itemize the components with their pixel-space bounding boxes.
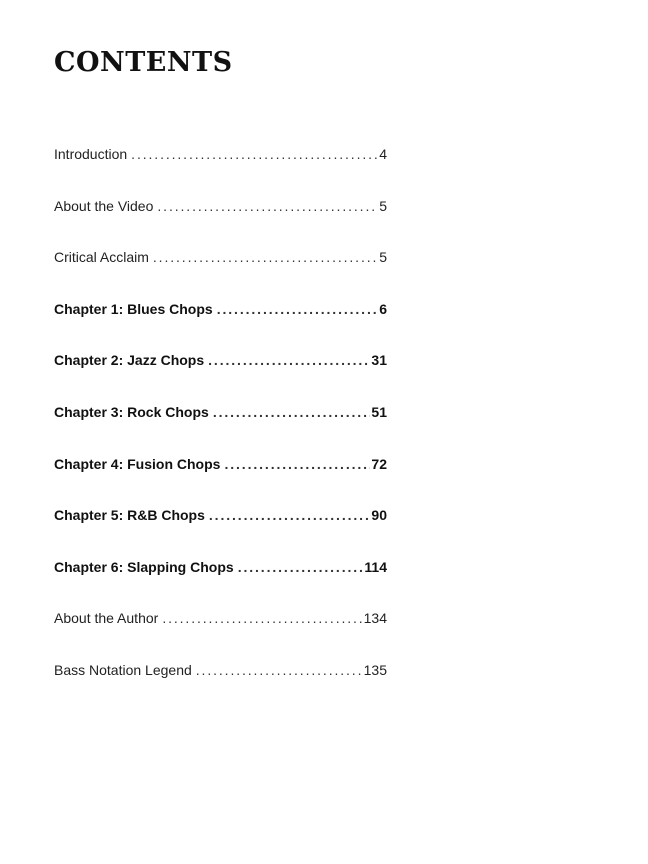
toc-entry[interactable] — [54, 606, 387, 658]
dot-leader — [153, 245, 378, 269]
toc-entry-title: Bass Notation Legend — [54, 661, 192, 678]
toc-entry-page-number: 5 — [379, 197, 387, 214]
toc-entry[interactable] — [54, 400, 387, 452]
toc-entry-page-number: 114 — [364, 558, 387, 575]
toc-entry-title: Chapter 5: R&B Chops — [54, 507, 205, 524]
dot-leader — [208, 348, 370, 372]
dot-leader — [196, 658, 363, 682]
toc-entry[interactable] — [54, 348, 387, 400]
toc-entry-page-number: 72 — [371, 455, 387, 472]
toc-entry-title: Chapter 4: Fusion Chops — [54, 455, 221, 472]
toc-entry[interactable] — [54, 297, 387, 349]
dot-leader — [209, 503, 371, 527]
toc-entry[interactable] — [54, 452, 387, 504]
toc-entry-page-number: 134 — [363, 610, 387, 627]
toc-entry-page-number: 51 — [371, 403, 387, 420]
toc-entry-title: Critical Acclaim — [54, 249, 149, 266]
toc-entry-title: About the Video — [54, 197, 154, 214]
dot-leader — [224, 452, 370, 476]
toc-entry[interactable] — [54, 194, 387, 246]
toc-entry[interactable] — [54, 142, 387, 194]
table-of-contents — [54, 142, 387, 710]
toc-entry[interactable] — [54, 658, 387, 710]
dot-leader — [217, 297, 379, 321]
page-title: CONTENTS — [54, 47, 233, 78]
dot-leader — [131, 142, 378, 166]
toc-entry-title: Chapter 6: Slapping Chops — [54, 558, 234, 575]
toc-entry-page-number: 31 — [371, 352, 387, 369]
toc-entry[interactable] — [54, 245, 387, 297]
dot-leader — [238, 555, 364, 579]
toc-entry-title: About the Author — [54, 610, 159, 627]
dot-leader — [162, 606, 362, 630]
toc-entry[interactable] — [54, 503, 387, 555]
toc-entry-title: Chapter 2: Jazz Chops — [54, 352, 205, 369]
dot-leader — [157, 194, 378, 218]
dot-leader — [213, 400, 371, 424]
toc-entry[interactable] — [54, 555, 387, 607]
toc-entry-title: Chapter 3: Rock Chops — [54, 403, 209, 420]
toc-entry-title: Chapter 1: Blues Chops — [54, 300, 213, 317]
toc-entry-page-number: 6 — [379, 300, 387, 317]
toc-entry-page-number: 90 — [371, 507, 387, 524]
toc-entry-page-number: 135 — [363, 661, 387, 678]
toc-entry-title: Introduction — [54, 146, 128, 162]
toc-entry-page-number: 4 — [379, 146, 387, 162]
toc-entry-page-number: 5 — [379, 249, 387, 266]
